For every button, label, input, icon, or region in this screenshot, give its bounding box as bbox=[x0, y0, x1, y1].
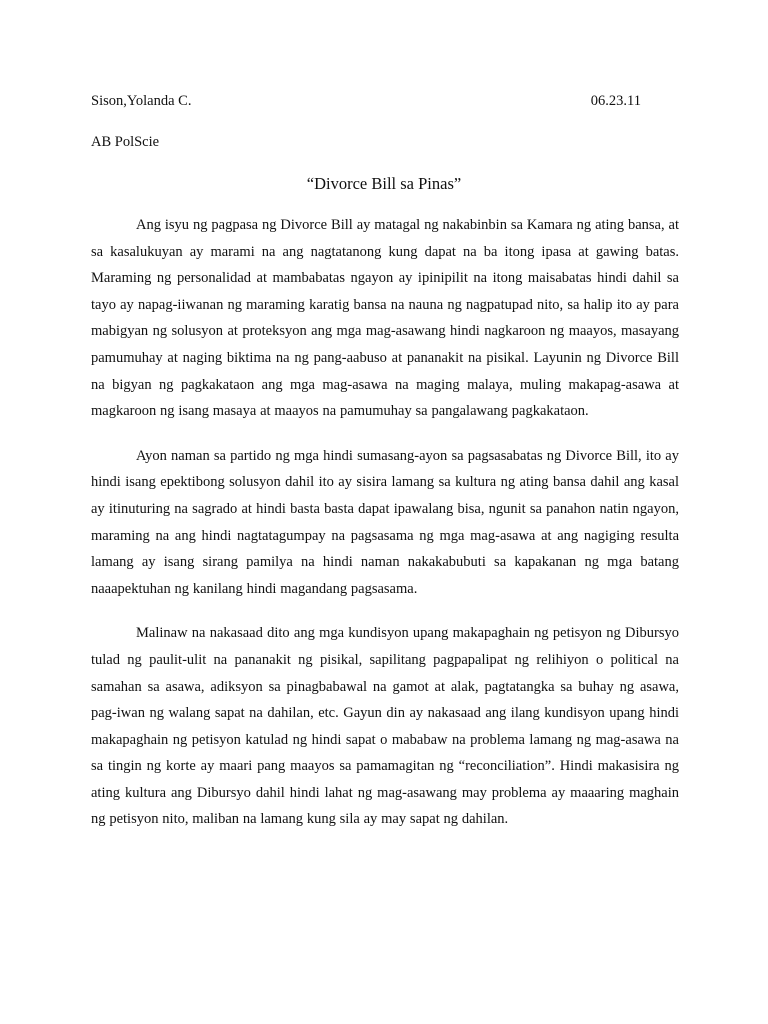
author-name: Sison,Yolanda C. bbox=[91, 93, 192, 109]
document-title: “Divorce Bill sa Pinas” bbox=[306, 174, 462, 193]
document-header bbox=[91, 93, 641, 113]
document-date: 06.23.11 bbox=[590, 93, 641, 109]
course-label: AB PolScie bbox=[91, 134, 160, 150]
document-body bbox=[91, 212, 679, 851]
body-paragraph: Ayon naman sa partido ng mga hindi sumasang-ayon sa pagsasabatas ng Divorce Bill, ito ay hindi isang epektibong solusyon dahil ito ay sisira lamang sa kultura ng ating bansa dahil ang kasal ay itinuturing na sagrado at hindi basta basta dapat ipawalang bisa, ngunit sa panahon natin ngayon, maraming na ang hindi nagtatagumpay na pagsasama ng mga mag-asawa at ang nagiging resulta lamang ay isang sirang pamilya na hindi naman nakakabubuti sa kapakanan ng mga batang naaapektuhan ng kanilang hindi magandang pagsasama. bbox=[91, 447, 679, 597]
body-paragraph: Malinaw na nakasaad dito ang mga kundisyon upang makapaghain ng petisyon ng Dibursyo tulad ng paulit-ulit na pananakit ng pisikal, sapilitang pagpapalipat ng relihiyon o political na samahan sa asawa, adiksyon sa pinagbabawal na gamot at alak, pagtatangka sa buhay ng asawa, pag-iwan ng walang sapat na dahilan, etc. Gayun din ay nakasaad ang ilang kundisyon upang hindi makapaghain ng petisyon katulad ng hindi sapat o mababaw na problema lamang ng mag-asawa na sa tingin ng korte ay maari pang maayos sa pamamagitan ng “reconciliation”. Hindi makasisira ng ating kultura ang Dibursyo dahil hindi lahat ng mag-asawang may problema ay maaaring maghain ng petisyon nito, maliban na lamang kung sila ay may sapat ng dahilan. bbox=[91, 625, 679, 828]
body-paragraph: Ang isyu ng pagpasa ng Divorce Bill ay matagal ng nakabinbin sa Kamara ng ating bansa, at sa kasalukuyan ay marami na ang nagtatanong kung dapat na ba itong ipasa at gawing batas. Maraming ng personalidad at mambabatas ngayon ay ipinipilit na itong maisabatas hindi dahil sa tayo ay napag-iiwanan ng maraming karatig bansa na nauna ng nagpatupad nito, sa halip ito ay para mabigyan ng solusyon at proteksyon ang mga mag-asawang hindi nagkaroon ng maayos, masayang pamumuhay at naging biktima na ng pang-aabuso at pananakit na pisikal. Layunin ng Divorce Bill na bigyan ng pagkakataon ang mga mag-asawa na maging malaya, muling makapag-asawa at magkaroon ng isang masaya at maayos na pamumuhay sa pangalawang pagkakataon. bbox=[91, 217, 679, 420]
